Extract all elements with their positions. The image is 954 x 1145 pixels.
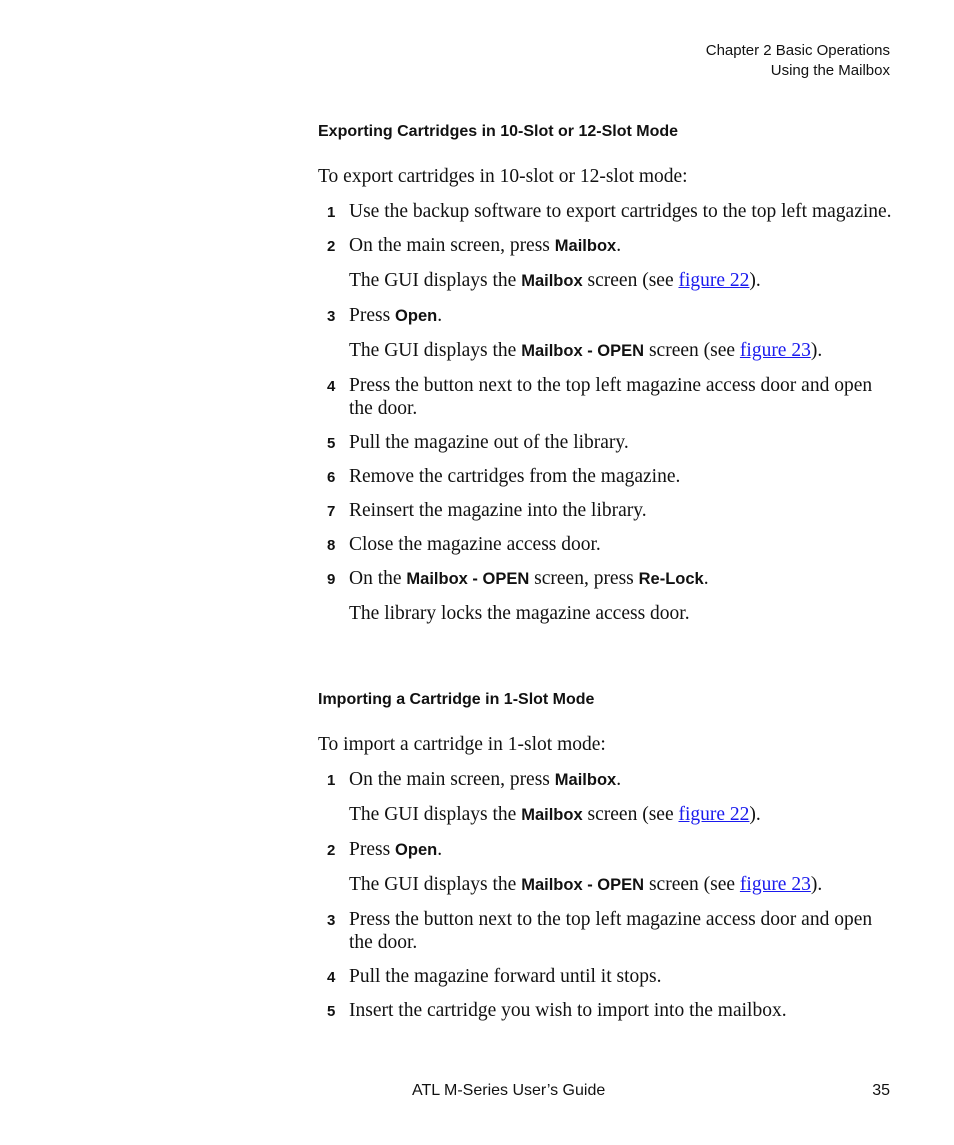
step-result: The library locks the magazine access door. [349,603,690,624]
step-text: Press the button next to the top left magazine access door and open the door. [349,375,873,419]
step-text: Pull the magazine out of the library. [349,432,629,453]
section-intro: To import a cartridge in 1-slot mode: [318,734,606,755]
page-number: 35 [872,1082,890,1099]
step-number: 7 [327,503,336,520]
step-number: 6 [327,469,336,486]
step-item [318,999,898,1022]
section-title: Using the Mailbox [770,62,890,79]
step-text: On the Mailbox - OPEN screen, press Re-Lock. [349,568,709,589]
figure-22-link[interactable]: figure 22 [678,804,750,825]
chapter-title: Chapter 2 Basic Operations [705,42,890,59]
figure-22-link[interactable]: figure 22 [678,270,750,291]
step-number: 5 [327,1003,336,1020]
running-head [706,41,890,81]
step-number: 4 [327,378,336,395]
step-text: On the main screen, press Mailbox. [349,235,622,256]
step-result: The GUI displays the Mailbox - OPEN screen (see figure 23). [349,340,823,361]
step-item [318,374,898,420]
step-item [318,838,898,897]
step-text: Pull the magazine forward until it stops. [349,966,662,987]
step-text: Close the magazine access door. [349,534,601,555]
step-item [318,965,898,988]
step-item [318,200,898,223]
ui-term: Mailbox [521,806,583,824]
export-section [318,122,898,625]
section-heading: Exporting Cartridges in 10-Slot or 12-Slot Mode [318,123,679,140]
step-number: 4 [327,969,336,986]
ui-term: Mailbox - OPEN [406,570,530,588]
step-text: Remove the cartridges from the magazine. [349,466,681,487]
ui-term: Re-Lock [638,570,704,588]
step-item [318,533,898,556]
step-text: Press Open. [349,305,443,326]
step-result: The GUI displays the Mailbox screen (see figure 22). [349,804,761,825]
ui-term: Mailbox [521,272,583,290]
footer-title: ATL M-Series User’s Guide [412,1082,606,1099]
step-list [318,200,898,625]
step-number: 3 [327,912,336,929]
step-number: 1 [327,204,336,221]
step-number: 1 [327,772,336,789]
ui-term: Mailbox - OPEN [521,876,645,894]
step-item [318,499,898,522]
step-number: 5 [327,435,336,452]
step-number: 3 [327,308,336,325]
ui-term: Open [395,841,438,859]
step-item [318,908,898,954]
step-text: On the main screen, press Mailbox. [349,769,622,790]
figure-23-link[interactable]: figure 23 [739,340,811,361]
step-text: Reinsert the magazine into the library. [349,500,647,521]
step-number: 9 [327,571,336,588]
step-text: Press the button next to the top left magazine access door and open the door. [349,909,873,953]
step-result: The GUI displays the Mailbox - OPEN screen (see figure 23). [349,874,823,895]
ui-term: Mailbox [554,237,617,255]
step-text: Use the backup software to export cartridges to the top left magazine. [349,201,892,222]
step-item [318,768,898,827]
ui-term: Open [395,307,438,325]
ui-term: Mailbox [554,771,617,789]
step-item [318,431,898,454]
step-text: Insert the cartridge you wish to import into the mailbox. [349,1000,787,1021]
import-section [318,690,898,1022]
figure-23-link[interactable]: figure 23 [739,874,811,895]
step-number: 8 [327,537,336,554]
step-text: Press Open. [349,839,443,860]
section-heading: Importing a Cartridge in 1-Slot Mode [318,691,595,708]
step-result: The GUI displays the Mailbox screen (see figure 22). [349,270,761,291]
step-list [318,768,898,1022]
step-number: 2 [327,238,336,255]
ui-term: Mailbox - OPEN [521,342,645,360]
step-item [318,304,898,363]
step-item [318,465,898,488]
step-item [318,234,898,293]
section-intro: To export cartridges in 10-slot or 12-slot mode: [318,166,688,187]
step-number: 2 [327,842,336,859]
step-item [318,567,898,625]
